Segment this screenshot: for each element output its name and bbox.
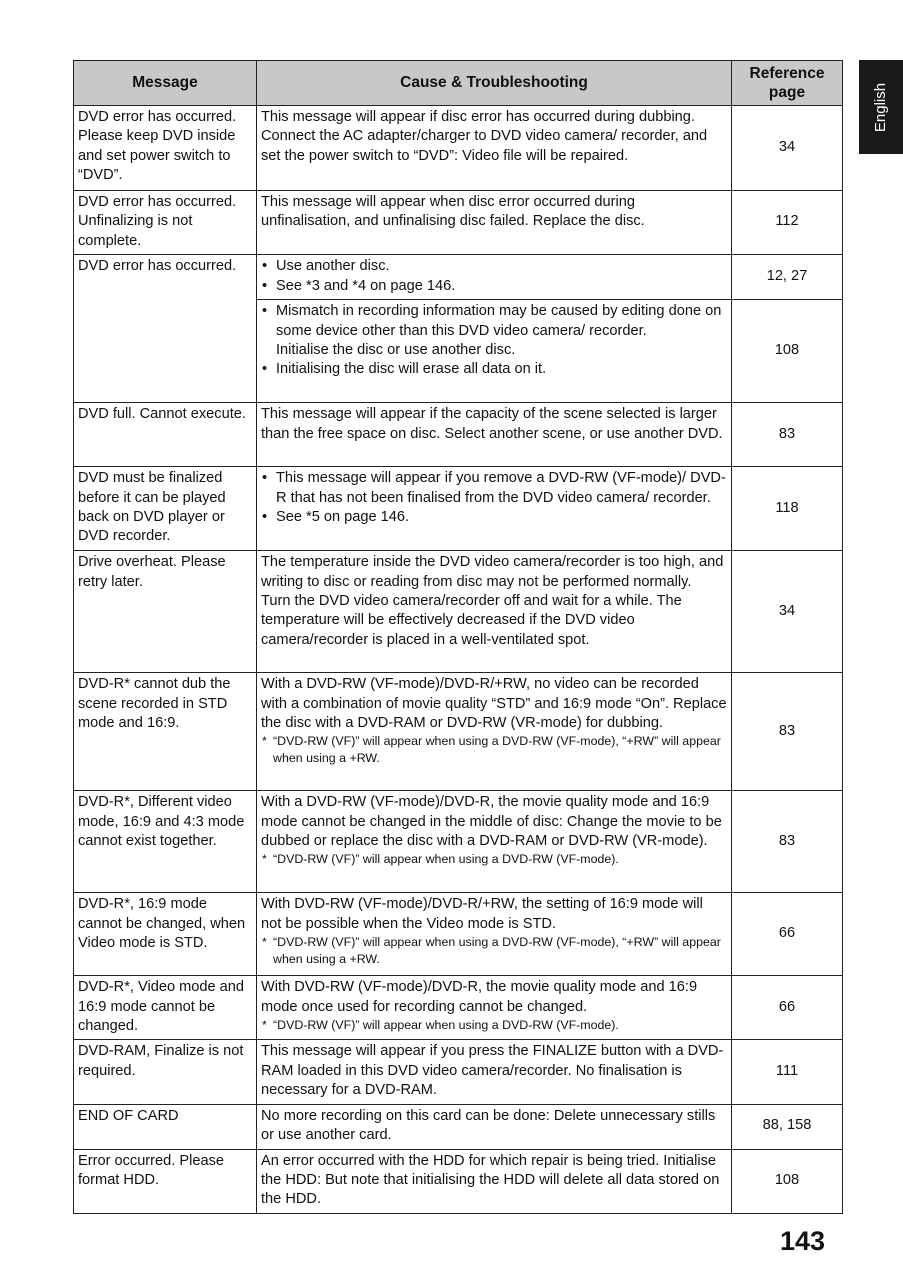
cause-cell xyxy=(257,300,732,403)
cause-paragraph: With a DVD-RW (VF-mode)/DVD-R, the movie quality mode and 16:9 mode cannot be changed in the middle of disc: Change the movie to be dubbed or replace the disc with a DVD-RAM or DVD-RW (VR-mode). xyxy=(261,794,722,850)
cause-cell: This message will appear when disc error occurred during unfinalisation, and unfinalising disc failed. Replace the disc. xyxy=(257,191,732,255)
ref-cell: 12, 27 xyxy=(732,255,843,300)
table-row xyxy=(74,976,843,1040)
bullet-text: Mismatch in recording information may be caused by editing done on some device other than this DVD video camera/ recorder. xyxy=(276,303,722,339)
ref-cell: 88, 158 xyxy=(732,1104,843,1149)
cause-paragraph: With DVD-RW (VF-mode)/DVD-R, the movie quality mode and 16:9 mode once used for recording cannot be changed. xyxy=(261,979,698,1015)
message-cell: DVD-R*, 16:9 mode cannot be changed, when Video mode is STD. xyxy=(74,893,257,976)
message-cell: DVD error has occurred. Unfinalizing is not complete. xyxy=(74,191,257,255)
table-row xyxy=(74,467,843,551)
message-cell: DVD error has occurred. xyxy=(74,255,257,403)
footnote: * “DVD-RW (VF)” will appear when using a DVD-RW (VF-mode). xyxy=(261,1017,727,1034)
bullet-item: • See *3 and *4 on page 146. xyxy=(261,277,727,296)
cause-paragraph: With a DVD-RW (VF-mode)/DVD-R/+RW, no video can be recorded with a combination of movie quality “STD” and 16:9 mode “On”. Replace the disc with a DVD-RAM or DVD-RW (VR-mode) for dubbing. xyxy=(261,676,727,732)
cause-cell xyxy=(257,791,732,893)
message-cell: Drive overheat. Please retry later. xyxy=(74,551,257,673)
ref-cell: 108 xyxy=(732,300,843,403)
language-tab-label: English xyxy=(872,82,890,132)
message-cell: DVD-RAM, Finalize is not required. xyxy=(74,1040,257,1104)
cause-paragraph: With DVD-RW (VF-mode)/DVD-R/+RW, the setting of 16:9 mode will not be possible when the Video mode is STD. xyxy=(261,896,703,932)
message-cell: DVD error has occurred. Please keep DVD inside and set power switch to “DVD”. xyxy=(74,106,257,191)
header-message: Message xyxy=(74,61,257,106)
message-cell: DVD-R*, Video mode and 16:9 mode cannot be changed. xyxy=(74,976,257,1040)
bullet-item: • Initialising the disc will erase all data on it. xyxy=(261,360,727,379)
bullet-item: • This message will appear if you remove a DVD-RW (VF-mode)/ DVD-R that has not been finalised from the DVD video camera/ recorder. xyxy=(261,469,727,508)
cause-cell: This message will appear if the capacity of the scene selected is larger than the free space on disc. Select another scene, or use another DVD. xyxy=(257,403,732,467)
troubleshooting-table xyxy=(73,60,843,1214)
bullet-item: • See *5 on page 146. xyxy=(261,508,727,527)
cause-cell xyxy=(257,893,732,976)
message-cell: Error occurred. Please format HDD. xyxy=(74,1149,257,1213)
table-row xyxy=(74,1040,843,1104)
table-row xyxy=(74,673,843,791)
message-cell: DVD full. Cannot execute. xyxy=(74,403,257,467)
bullet-text-cont: Initialise the disc or use another disc. xyxy=(276,342,516,359)
footnote: * “DVD-RW (VF)” will appear when using a DVD-RW (VF-mode). xyxy=(261,851,727,868)
language-tab xyxy=(859,60,903,154)
bullet-item: • Use another disc. xyxy=(261,257,727,276)
ref-cell: 112 xyxy=(732,191,843,255)
header-cause: Cause & Troubleshooting xyxy=(257,61,732,106)
ref-cell: 34 xyxy=(732,106,843,191)
bullet-item xyxy=(261,302,727,360)
cause-cell xyxy=(257,551,732,673)
message-cell: DVD must be finalized before it can be played back on DVD player or DVD recorder. xyxy=(74,467,257,551)
table-row xyxy=(74,1149,843,1213)
message-cell: DVD-R*, Different video mode, 16:9 and 4:3 mode cannot exist together. xyxy=(74,791,257,893)
ref-cell: 66 xyxy=(732,893,843,976)
table-row xyxy=(74,403,843,467)
table-row xyxy=(74,191,843,255)
page-number: 143 xyxy=(780,1226,826,1256)
cause-cell xyxy=(257,467,732,551)
ref-cell: 108 xyxy=(732,1149,843,1213)
cause-cell xyxy=(257,255,732,300)
table-row xyxy=(74,551,843,673)
ref-cell: 34 xyxy=(732,551,843,673)
ref-cell: 66 xyxy=(732,976,843,1040)
table-header-row xyxy=(74,61,843,106)
table-row xyxy=(74,255,843,300)
header-reference: Reference page xyxy=(732,61,843,106)
ref-cell: 83 xyxy=(732,673,843,791)
footnote: * “DVD-RW (VF)” will appear when using a DVD-RW (VF-mode), “+RW” will appear when using a +RW. xyxy=(261,733,727,767)
cause-cell xyxy=(257,673,732,791)
cause-cell: An error occurred with the HDD for which repair is being tried. Initialise the HDD: But note that initialising the HDD will delete all data stored on the HDD. xyxy=(257,1149,732,1213)
cause-cell: This message will appear if you press the FINALIZE button with a DVD-RAM loaded in this DVD video camera/recorder. No finalisation is necessary for a DVD-RAM. xyxy=(257,1040,732,1104)
ref-cell: 83 xyxy=(732,403,843,467)
table-row xyxy=(74,106,843,191)
message-cell: END OF CARD xyxy=(74,1104,257,1149)
message-cell: DVD-R* cannot dub the scene recorded in STD mode and 16:9. xyxy=(74,673,257,791)
ref-cell: 83 xyxy=(732,791,843,893)
table-row xyxy=(74,791,843,893)
cause-cell xyxy=(257,976,732,1040)
ref-cell: 111 xyxy=(732,1040,843,1104)
table-row xyxy=(74,1104,843,1149)
footnote: * “DVD-RW (VF)” will appear when using a DVD-RW (VF-mode), “+RW” will appear when using a +RW. xyxy=(261,934,727,968)
cause-paragraph: The temperature inside the DVD video camera/recorder is too high, and writing to disc or reading from disc may not be performed normally. xyxy=(261,554,724,590)
cause-paragraph: Turn the DVD video camera/recorder off and wait for a while. The temperature will be effectively decreased if the DVD video camera/recorder is placed in a well-ventilated spot. xyxy=(261,593,682,648)
ref-cell: 118 xyxy=(732,467,843,551)
table-row xyxy=(74,893,843,976)
cause-cell: No more recording on this card can be done: Delete unnecessary stills or use another card. xyxy=(257,1104,732,1149)
cause-cell: This message will appear if disc error has occurred during dubbing. Connect the AC adapter/charger to DVD video camera/ recorder, and set the power switch to “DVD”: Video file will be repaired. xyxy=(257,106,732,191)
